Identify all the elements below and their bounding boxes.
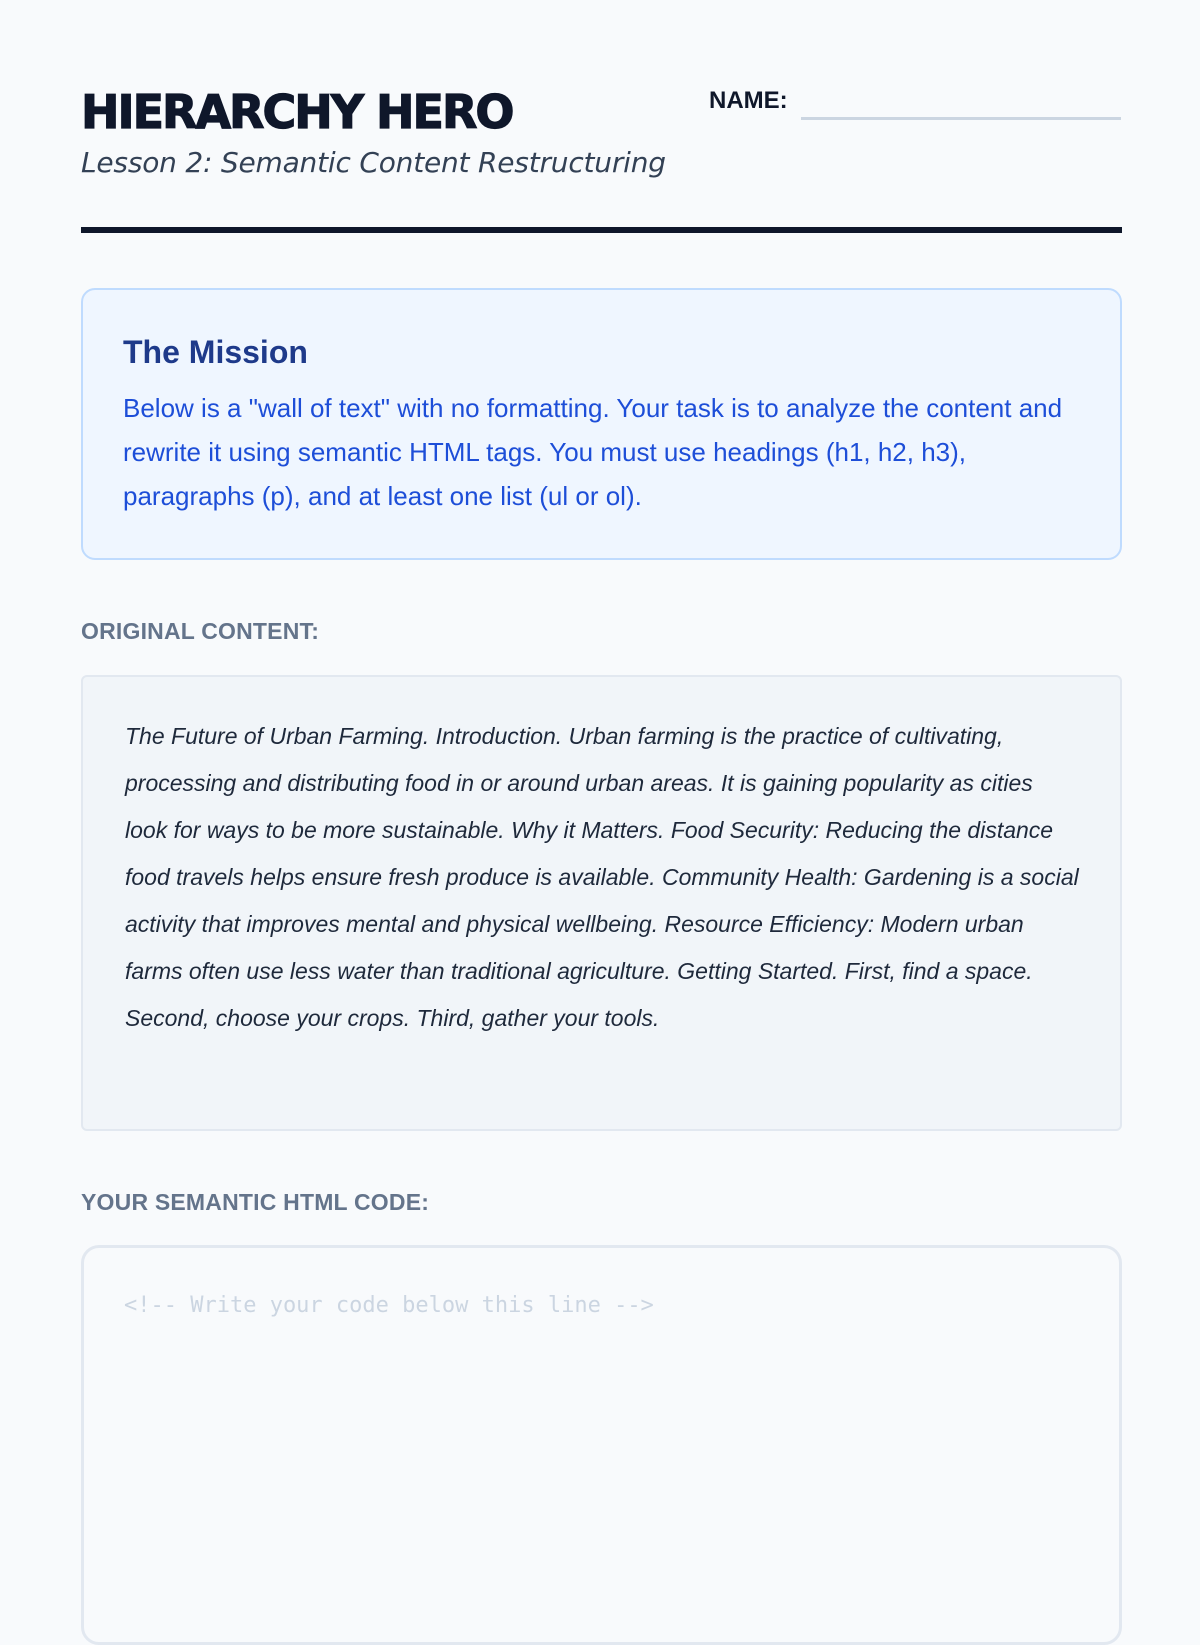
code-input-area[interactable] xyxy=(81,1245,1122,1645)
name-field-line[interactable] xyxy=(801,117,1121,120)
page-title: HIERARCHY HERO xyxy=(81,85,513,139)
code-placeholder: <!-- Write your code below this line --> xyxy=(124,1293,654,1318)
lesson-subtitle: Lesson 2: Semantic Content Restructuring xyxy=(81,146,666,179)
header-divider xyxy=(81,227,1122,233)
original-content-label: ORIGINAL CONTENT: xyxy=(81,618,320,644)
mission-title: The Mission xyxy=(123,334,308,370)
mission-box xyxy=(81,288,1122,560)
code-section-label: YOUR SEMANTIC HTML CODE: xyxy=(81,1189,430,1215)
name-label: NAME: xyxy=(709,87,788,114)
original-content-text: The Future of Urban Farming. Introduction. Urban farming is the practice of cultivating, processing and distributing food in or around urban areas. It is gaining popularity as cities look for ways to be more sustainable. Why it Matters. Food Security: Reducing the distance food travels helps ensure fresh produce is available. Community Health: Gardening is a social activity that improves mental and physical wellbeing. Resource Efficiency: Modern urban farms often use less water than traditional agriculture. Getting Started. First, find a space. Second, choose your crops. Third, gather your tools. xyxy=(125,723,1079,1031)
worksheet-header xyxy=(81,0,1098,234)
original-content-box xyxy=(81,675,1122,1131)
mission-text: Below is a "wall of text" with no formatting. Your task is to analyze the content and rewrite it using semantic HTML tags. You must use headings (h1, h2, h3), paragraphs (p), and at least one list (ul or ol). xyxy=(123,393,1063,511)
